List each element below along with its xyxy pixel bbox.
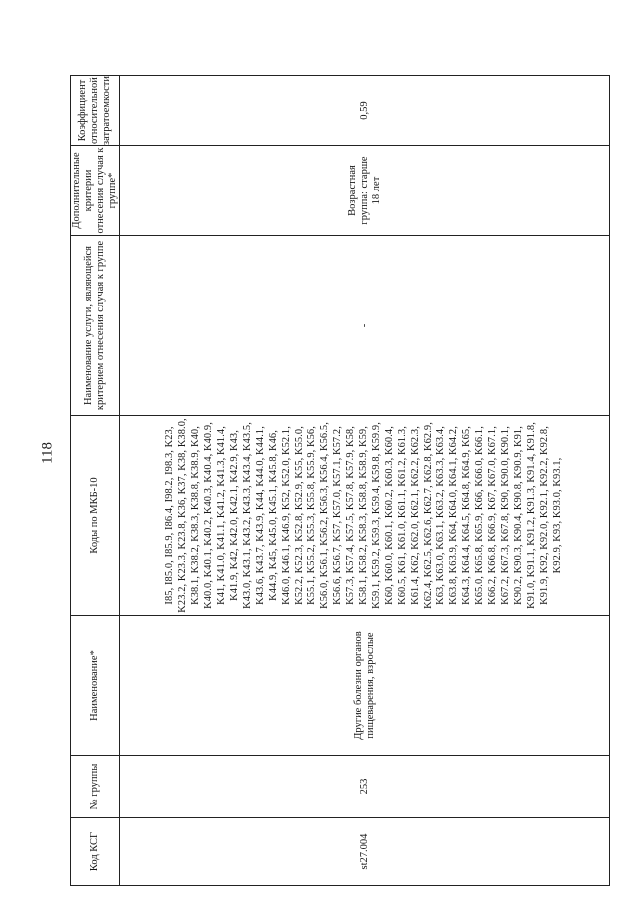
cell-coefficient: 0,59 [120, 76, 610, 146]
header-extra-criteria: Дополнительные критерии отнесения случая к группе* [71, 147, 118, 234]
header-name: Наименование* [71, 616, 120, 756]
cell-group-number: 253 [120, 756, 610, 818]
header-group-number: № группы [71, 756, 120, 818]
ksg-table [70, 75, 610, 886]
icd-codes-text: I85, I85.0, I85.9, I86.4, I98.2, I98.3, K23, K23.2, K23.3, K23.8, K36, K37, K38, K38.0, K38.1, K38.2, K38.3, K38.8, K38.9, K40, K40.0, K40.1, K40.2, K40.3, K40.4, K40.9, K41, K41.0, K41.1, K41.2, K41.3, K41.4, K41.9, K42, K42.0, K42.1, K42.9, K43, K43.0, K43.1, K43.2, K43.3, K43.4, K43.5, K43.6, K43.7, K43.9, K44, K44.0, K44.1, K44.9, K45, K45.0, K45.1, K45.8, K46, K46.0, K46.1, K46.9, K52, K52.0, K52.1, K52.2, K52.3, K52.8, K52.9, K55, K55.0, K55.1, K55.2, K55.3, K55.8, K55.9, K56, K56.0, K56.1, K56.2, K56.3, K56.4, K56.5, K56.6, K56.7, K57, K57.0, K57.1, K57.2, K57.3, K57.4, K57.5, K57.8, K57.9, K58, K58.1, K58.2, K58.3, K58.8, K58.9, K59, K59.1, K59.2, K59.3, K59.4, K59.8, K59.9, K60, K60.0, K60.1, K60.2, K60.3, K60.4, K60.5, K61, K61.0, K61.1, K61.2, K61.3, K61.4, K62, K62.0, K62.1, K62.2, K62.3, K62.4, K62.5, K62.6, K62.7, K62.8, K62.9, K63, K63.0, K63.1, K63.2, K63.3, K63.4, K63.8, K63.9, K64, K64.0, K64.1, K64.2, K64.3, K64.4, K64.5, K64.8, K64.9, K65, K65.0, K65.8, K65.9, K66, K66.0, K66.1, K66.2, K66.8, K66.9, K67, K67.0, K67.1, K67.2, K67.3, K67.8, K90, K90.0, K90.1, K90.2, K90.3, K90.4, K90.8, K90.9, K91, K91.0, K91.1, K91.2, K91.3, K91.4, K91.8, K91.9, K92, K92.0, K92.1, K92.2, K92.8, K92.9, K93, K93.0, K93.1, [164, 418, 563, 613]
header-ksg-code: Код КСГ [71, 818, 120, 886]
header-icd-codes: Коды по МКБ-10 [71, 416, 120, 616]
table-header-row [71, 76, 120, 886]
cell-extra-criteria: Возрастная группа: старше 18 лет [120, 146, 610, 236]
header-service: Наименование услуги, являющейся критерием отнесения случая к группе [71, 236, 120, 416]
cell-service: - [120, 236, 610, 416]
header-coefficient: Коэффициент относительной затратоемкости [71, 76, 120, 146]
table-row [120, 76, 610, 886]
rotated-table-container [70, 76, 610, 886]
cell-ksg-code: st27.004 [120, 818, 610, 886]
cell-name: Другие болезни органов пищеварения, взрослые [120, 616, 610, 756]
page-number: 118 [39, 442, 56, 464]
cell-icd-codes [120, 416, 610, 616]
